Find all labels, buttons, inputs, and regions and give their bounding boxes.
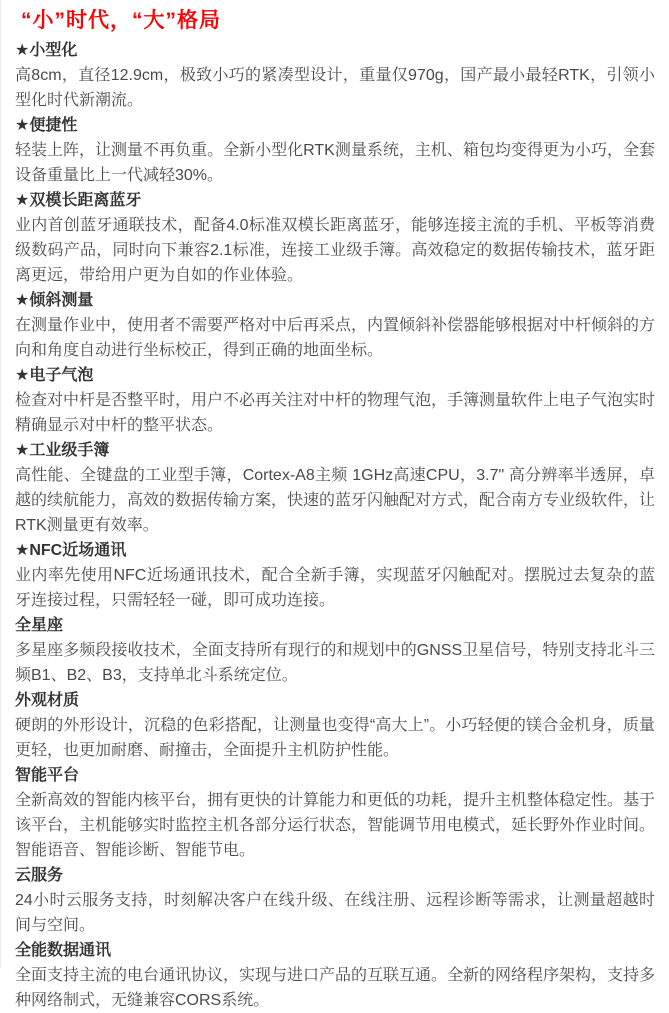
section-heading: 外观材质 [15,692,80,709]
section-heading: ★电子气泡 [15,367,94,384]
section-heading: 全星座 [15,617,64,634]
feature-section-cloud-service [15,863,655,938]
section-body: 24小时云服务支持，时刻解决客户在线升级、在线注册、远程诊断等需求，让测量超越时间与空间。 [15,892,655,934]
section-heading: ★工业级手簿 [15,442,110,459]
section-body: 轻装上阵，让测量不再负重。全新小型化RTK测量系统，主机、箱包均变得更为小巧，全套设备重量比上一代减轻30%。 [15,142,655,184]
feature-section-dual-mode-bluetooth [15,188,655,288]
feature-section-tilt-survey [15,288,655,363]
section-heading: ★小型化 [15,42,78,59]
page-title: “小”时代，“大”格局 [21,9,221,32]
section-heading: ★便捷性 [15,117,78,134]
section-body: 业内率先使用NFC近场通讯技术，配合全新手簿，实现蓝牙闪触配对。摆脱过去复杂的蓝牙连接过程，只需轻轻一碰，即可成功连接。 [15,567,655,609]
section-heading: 全能数据通讯 [15,942,112,959]
section-body: 高8cm，直径12.9cm，极致小巧的紧凑型设计，重量仅970g，国产最小最轻RTK，引领小型化时代新潮流。 [15,67,655,109]
section-body: 全新高效的智能内核平台，拥有更快的计算能力和更低的功耗，提升主机整体稳定性。基于该平台，主机能够实时监控主机各部分运行状态，智能调节用电模式，延长野外作业时间。智能语音、智能诊断、智能节电。 [15,792,656,859]
section-body: 检查对中杆是否整平时，用户不必再关注对中杆的物理气泡，手簿测量软件上电子气泡实时精确显示对中杆的整平状态。 [15,392,656,434]
section-body: 多星座多频段接收技术，全面支持所有现行的和规划中的GNSS卫星信号，特别支持北斗三频B1、B2、B3，支持单北斗系统定位。 [15,642,655,684]
feature-section-portability [15,113,655,188]
feature-section-industrial-controller [15,438,655,538]
section-body: 高性能、全键盘的工业型手簿，Cortex-A8主频 1GHz高速CPU，3.7" 高分辨率半透屏，卓越的续航能力，高效的数据传输方案，快速的蓝牙闪触配对方式，配合南方专业级软件，让RTK测量更有效率。 [15,467,656,534]
section-heading: 智能平台 [15,767,80,784]
feature-section-nfc [15,538,655,613]
section-heading: ★倾斜测量 [15,292,94,309]
section-body: 在测量作业中，使用者不需要严格对中后再采点，内置倾斜补偿器能够根据对中杆倾斜的方向和角度自动进行坐标校正，得到正确的地面坐标。 [15,317,656,359]
feature-section-miniaturization [15,38,655,113]
feature-section-full-constellation [15,613,655,688]
section-heading: ★NFC近场通讯 [15,542,127,559]
section-heading: 云服务 [15,867,64,884]
section-heading: ★双模长距离蓝牙 [15,192,142,209]
feature-section-exterior-material [15,688,655,763]
feature-section-smart-platform [15,763,655,863]
feature-section-electronic-bubble [15,363,655,438]
section-body: 业内首创蓝牙通联技术，配备4.0标准双模长距离蓝牙，能够连接主流的手机、平板等消费级数码产品，同时向下兼容2.1标准，连接工业级手簿。高效稳定的数据传输技术，蓝牙距离更远，带给用户更为自如的作业体验。 [15,217,655,284]
section-body: 全面支持主流的电台通讯协议，实现与进口产品的互联互通。全新的网络程序架构，支持多种网络制式，无缝兼容CORS系统。 [15,967,656,1009]
section-body: 硬朗的外形设计，沉稳的色彩搭配，让测量也变得“高大上”。小巧轻便的镁合金机身，质量更轻，也更加耐磨、耐撞击，全面提升主机防护性能。 [15,717,655,759]
feature-section-data-communication [15,938,655,1013]
